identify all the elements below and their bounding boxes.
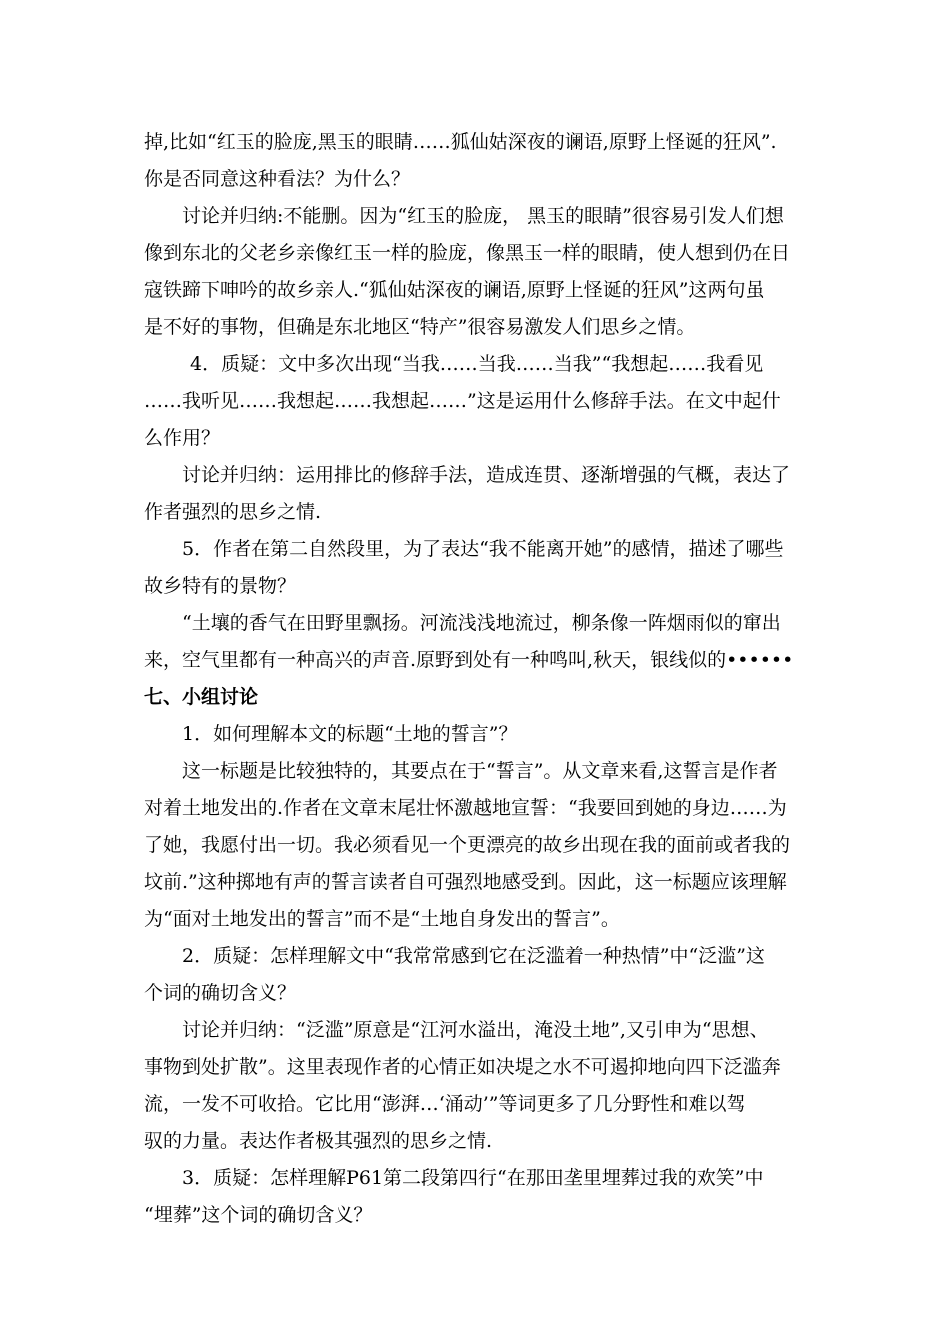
text-line: ……我听见……我想起……我想起……”这是运用什么修辞手法。在文中起什 [144,390,781,412]
text-line: 讨论并归纳：运用排比的修辞手法，造成连贯、逐渐增强的气概，表达了 [182,464,791,486]
text-line: 讨论并归纳:不能删。因为“红玉的脸庞， 黑玉的眼睛”很容易引发人们想 [182,205,784,227]
text-line: 驭的力量。表达作者极其强烈的思乡之情. [144,1130,493,1152]
quote-line: “土壤的香气在田野里飘扬。河流浅浅地流过，柳条像一阵烟雨似的窜出 [182,612,781,634]
text-line: 你是否同意这种看法？为什么？ [144,168,411,190]
text-line: 事物到处扩散”。这里表现作者的心情正如决堤之水不可遏抑地向四下泛滥奔 [144,1056,781,1078]
text-line: 像到东北的父老乡亲像红玉一样的脸庞，像黑玉一样的眼睛，使人想到仍在日 [144,242,791,264]
text-line: 坟前.”这种掷地有声的誓言读者自可强烈地感受到。因此，这一标题应该理解 [144,871,787,893]
text-line: 这一标题是比较独特的，其要点在于“誓言”。从文章来看,这誓言是作者 [182,760,778,782]
discussion-3: 3．质疑：怎样理解P61第二段第四行“在那田垄里埋葬过我的欢笑”中 [182,1167,764,1189]
text-line: 对着土地发出的.作者在文章末尾壮怀激越地宣誓：“我要回到她的身边……为 [144,797,787,819]
text-line: “埋葬”这个词的确切含义？ [144,1204,373,1226]
text-line: 寇铁蹄下呻吟的故乡亲人.“狐仙姑深夜的谰语,原野上怪诞的狂风”这两句虽 [144,279,765,301]
text-line: 讨论并归纳：“泛滥”原意是“江河水溢出，淹没土地”,又引申为“思想、 [182,1019,769,1041]
discussion-1: 1．如何理解本文的标题“土地的誓言”？ [182,723,518,745]
text-line: 了她，我愿付出一切。我必须看见一个更漂亮的故乡出现在我的面前或者我的 [144,834,791,856]
section-heading: 七、小组讨论 [144,686,259,708]
text-line: 故乡特有的景物？ [144,575,297,597]
text-line: 为“面对土地发出的誓言”而不是“土地自身发出的誓言”。 [144,908,620,930]
text-line: 流，一发不可收拾。它比用“澎湃…‘涌动’”等词更多了几分野性和难以驾 [144,1093,746,1115]
text-line: 作者强烈的思乡之情. [144,501,322,523]
text-line: 个词的确切含义？ [144,982,297,1004]
text-line: 掉,比如“红玉的脸庞,黑玉的眼睛……狐仙姑深夜的谰语,原野上怪诞的狂风”. [144,131,777,153]
text-line: 么作用？ [144,427,221,449]
question-4: 4．质疑：文中多次出现“当我……当我……当我”“我想起……我看见 [190,353,764,375]
question-5: 5．作者在第二自然段里，为了表达“我不能离开她”的感情，描述了哪些 [182,538,784,560]
text-line: 来，空气里都有一种高兴的声音.原野到处有一种鸣叫,秋天，银线似的•••••• [144,649,794,671]
text-line: 是不好的事物，但确是东北地区“特产”很容易激发人们思乡之情。 [144,316,696,338]
discussion-2: 2．质疑：怎样理解文中“我常常感到它在泛滥着一种热情”中“泛滥”这 [182,945,765,967]
